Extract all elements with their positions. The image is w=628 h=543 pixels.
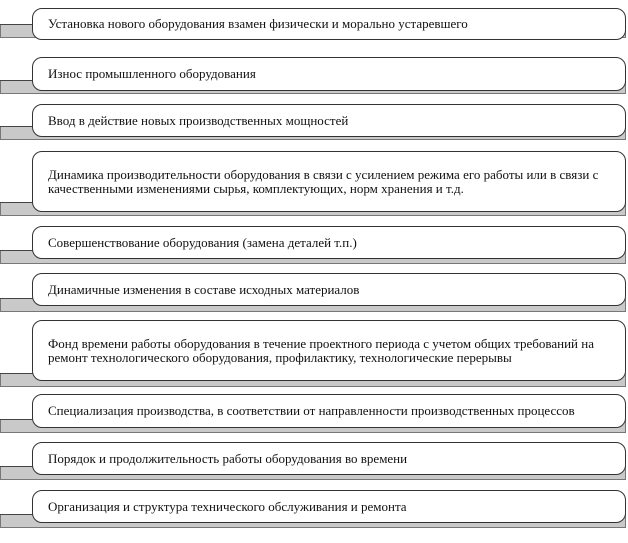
item-box — [32, 394, 626, 428]
row-connector — [0, 126, 36, 127]
item-box — [32, 104, 626, 137]
item-text: Совершенствование оборудования (замена деталей т.п.) — [48, 234, 357, 250]
item-text: Фонд времени работы оборудования в течение проектного периода с учетом общих требований на ремонт технологического оборудования, профилактику, технологические перерывы — [48, 335, 594, 365]
item-box — [32, 442, 626, 475]
item-box — [32, 226, 626, 259]
item-box — [32, 273, 626, 306]
item-box — [32, 320, 626, 381]
item-text: Динамичные изменения в составе исходных материалов — [48, 281, 360, 297]
item-box — [32, 57, 626, 91]
row-connector — [0, 514, 36, 515]
item-text: Ввод в действие новых производственных мощностей — [48, 112, 349, 128]
item-text: Динамика производительности оборудования в связи с усилением режима его работы или в связи с качественными изменениями сырья, комплектующих, норм хранения и т.д. — [48, 166, 599, 196]
item-box — [32, 490, 626, 523]
item-box — [32, 151, 626, 212]
row-connector — [0, 202, 36, 203]
item-text: Износ промышленного оборудования — [48, 66, 256, 81]
row-connector — [0, 250, 36, 251]
row-connector — [0, 298, 36, 299]
row-connector — [0, 80, 36, 81]
row-connector — [0, 373, 36, 374]
item-text: Порядок и продолжительность работы оборудования во времени — [48, 450, 408, 466]
item-box — [32, 8, 626, 40]
item-text: Установка нового оборудования взамен физически и морально устаревшего — [48, 16, 468, 31]
row-connector — [0, 419, 36, 420]
item-text: Специализация производства, в соответствии от направленности производственных процессов — [48, 403, 575, 418]
row-connector — [0, 24, 36, 25]
row-connector — [0, 466, 36, 467]
item-text: Организация и структура технического обслуживания и ремонта — [48, 498, 407, 514]
